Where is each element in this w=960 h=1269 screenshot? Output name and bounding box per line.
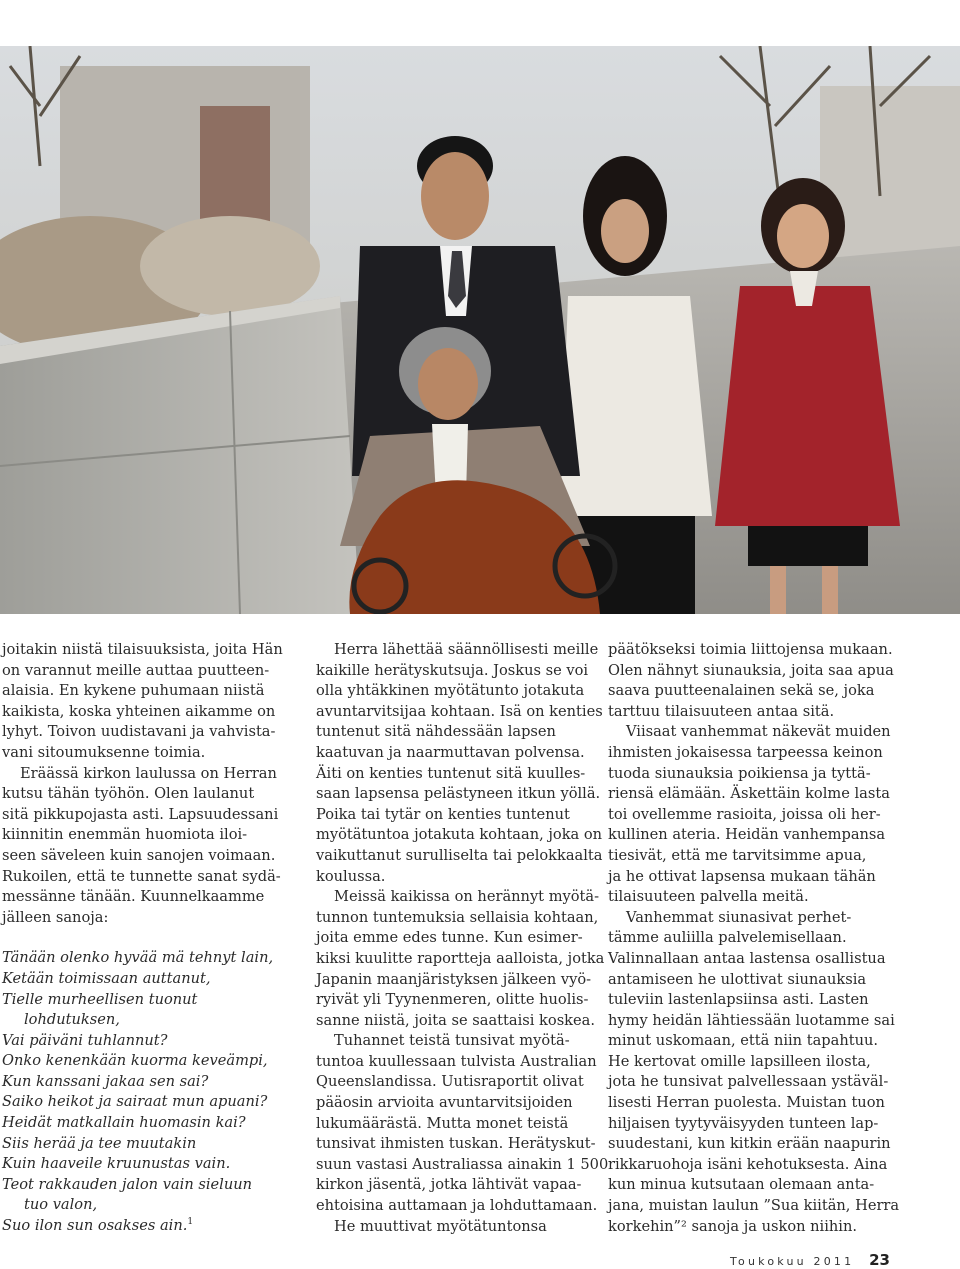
text-line: suudestani, kun kitkin erään naapurin	[608, 1135, 891, 1153]
hymn-quote	[2, 948, 292, 1236]
text-line: Viisaat vanhemmat näkevät muiden	[626, 723, 891, 741]
text-line: hiljaisen tyytyväisyyden tunteen lap-	[608, 1114, 879, 1132]
poem-line: Kuin haaveile kruunustas vain.	[2, 1155, 231, 1173]
text-line: avuntarvitsijaa kohtaan. Isä on kenties	[316, 702, 603, 720]
text-line: tilaisuuteen palvella meitä.	[608, 888, 809, 906]
text-line: joitakin niistä tilaisuuksista, joita Hän	[2, 641, 283, 658]
poem-line	[2, 1216, 292, 1237]
paragraph	[316, 640, 606, 887]
family-photo-icon	[0, 46, 960, 614]
text-line: kirkon jäsentä, jotka lähtivät vapaa-	[316, 1176, 582, 1194]
text-line: kiinnitin enemmän huomiota iloi-	[2, 826, 248, 844]
text-line: seen säveleen kuin sanojen voimaan.	[2, 846, 276, 864]
text-line: saan lapsensa pelästyneen itkun yöllä.	[316, 785, 601, 803]
text-line: messänne tänään. Kuunnelkaamme	[2, 888, 265, 906]
text-line: ehtoisina auttamaan ja lohduttamaan.	[316, 1197, 598, 1215]
text-line: lisesti Herran puolesta. Muistan tuon	[608, 1094, 885, 1112]
text-line: rikkaruohoja isäni kehotuksesta. Aina	[608, 1155, 888, 1173]
text-line: jälleen sanoja:	[2, 908, 109, 926]
text-line: ryivät yli Tyynenmeren, olitte huolis-	[316, 991, 589, 1009]
text-line: sanne niistä, joita se saattaisi koskea.	[316, 1011, 595, 1029]
text-line: kun minua kutsutaan olemaan anta-	[608, 1176, 875, 1194]
text-line: antamiseen he ulottivat siunauksia	[608, 970, 867, 988]
text-line: Queenslandissa. Uutisraportit olivat	[316, 1073, 584, 1091]
text-line: kullinen ateria. Heidän vanhempansa	[608, 826, 886, 844]
text-line: He kertovat omille lapsilleen ilosta,	[608, 1052, 871, 1070]
text-line: kaikille herätyskutsuja. Joskus se voi	[316, 661, 589, 679]
paragraph	[2, 764, 292, 929]
text-line: toi ovellemme rasioita, joissa oli her-	[608, 805, 881, 823]
text-line: He muuttivat myötätuntonsa	[334, 1217, 547, 1235]
page-footer	[730, 1253, 930, 1269]
text-line: Äiti on kenties tuntenut sitä kuulles-	[316, 764, 586, 782]
text-line: kiksi kuulitte raportteja aalloista, jotka	[316, 949, 605, 967]
family-photo	[0, 46, 960, 614]
text-line: tiesivät, että me tarvitsimme apua,	[608, 846, 867, 864]
page-number: 23	[869, 1251, 890, 1269]
text-column-1	[2, 640, 292, 1237]
text-line: kaatuvan ja naarmuttavan polvensa.	[316, 743, 585, 761]
text-line: Poika tai tytär on kenties tuntenut	[316, 805, 570, 823]
text-line: Rukoilen, että te tunnette sanat sydä-	[2, 867, 281, 885]
text-line: joita emme edes tunne. Kun esimer-	[316, 929, 583, 947]
text-line: koulussa.	[316, 867, 386, 885]
poem-line: Siis herää ja tee muutakin	[2, 1134, 197, 1152]
text-line: tuoda siunauksia poikiensa ja tyttä-	[608, 764, 871, 782]
text-line: saava puutteenalainen sekä se, joka	[608, 682, 875, 700]
text-line: jana, muistan laulun ”Sua kiitän, Herra	[608, 1197, 900, 1215]
text-line: tuntoa kuullessaan tulvista Australian	[316, 1052, 597, 1070]
text-line: myötätuntoa jotakuta kohtaan, joka on	[316, 826, 603, 844]
text-line: lukumäärästä. Mutta monet teistä	[316, 1114, 569, 1132]
text-line: vani sitoumuksenne toimia.	[2, 743, 206, 761]
text-line: minut uskomaan, että niin tapahtuu.	[608, 1032, 879, 1050]
paragraph	[316, 1217, 606, 1238]
text-line: Meissä kaikissa on herännyt myötä-	[334, 888, 600, 906]
text-line: olla yhtäkkinen myötätunto jotakuta	[316, 682, 585, 700]
text-line: tuleviin lastenlapsiinsa asti. Lasten	[608, 991, 869, 1009]
text-line: vaikuttanut surulliselta tai pelokkaalta	[316, 846, 603, 864]
poem-line: Saiko heikot ja sairaat mun apuani?	[2, 1093, 268, 1111]
text-line: Eräässä kirkon laulussa on Herran	[20, 764, 277, 782]
issue-date: Toukokuu 2011	[730, 1255, 855, 1268]
text-line: Herra lähettää säännöllisesti meille	[334, 641, 599, 658]
poem-line: Tänään olenko hyvää mä tehnyt lain,	[2, 949, 274, 967]
paragraph	[2, 640, 292, 764]
paragraph	[316, 1031, 609, 1216]
text-line: päätökseksi toimia liittojensa mukaan.	[608, 641, 893, 658]
text-line: Tuhannet teistä tunsivat myötä-	[334, 1032, 570, 1050]
paragraph	[316, 887, 606, 1031]
text-line: sitä pikkupojasta asti. Lapsuudessani	[2, 805, 279, 823]
poem-line: Tielle murheellisen tuonut	[2, 990, 198, 1008]
text-line: jota he tunsivat palvellessaan ystäväl-	[608, 1073, 889, 1091]
text-line: tunnon tuntemuksia sellaisia kohtaan,	[316, 908, 599, 926]
poem-line: Ketään toimissaan auttanut,	[2, 969, 211, 987]
text-line: Olen nähnyt siunauksia, joita saa apua	[608, 661, 894, 679]
paragraph	[608, 722, 898, 907]
text-line: kaikista, koska yhteinen aikamme on	[2, 702, 276, 720]
poem-last-text: Suo ilon sun osakses ain.	[2, 1217, 188, 1235]
text-line: Vanhemmat siunasivat perhet-	[626, 908, 852, 926]
poem-line: Teot rakkauden jalon vain sieluun	[2, 1175, 253, 1193]
text-line: pääosin arvioita avuntarvitsijoiden	[316, 1094, 573, 1112]
text-line: kutsu tähän työhön. Olen laulanut	[2, 785, 255, 803]
text-column-3	[608, 640, 898, 1237]
text-line: ihmisten jokaisessa tarpeessa keinon	[608, 743, 883, 761]
text-line: suun vastasi Australiassa ainakin 1 500	[316, 1155, 609, 1173]
text-column-2	[316, 640, 609, 1237]
text-line: hymy heidän lähtiessään luotamme sai	[608, 1011, 895, 1029]
poem-line: lohdutuksen,	[24, 1011, 120, 1029]
text-line: tunsivat ihmisten tuskan. Herätyskut-	[316, 1135, 596, 1153]
footnote-mark[interactable]: 1	[187, 1217, 194, 1228]
text-line: Japanin maanjäristyksen jälkeen vyö-	[316, 970, 592, 988]
paragraph	[608, 908, 898, 1238]
text-line: riensä elämään. Äskettäin kolme lasta	[608, 785, 890, 803]
text-line: korkehin”² sanoja ja uskon niihin.	[608, 1217, 857, 1235]
text-line: Valinnallaan antaa lastensa osallistua	[608, 949, 886, 967]
poem-line: Onko kenenkään kuorma keveämpi,	[2, 1052, 268, 1070]
text-line: tarttuu tilaisuuteen antaa sitä.	[608, 702, 835, 720]
text-line: ja he ottivat lapsensa mukaan tähän	[608, 867, 876, 885]
poem-line: Vai päiväni tuhlannut?	[2, 1031, 168, 1049]
text-line: tuntenut sitä nähdessään lapsen	[316, 723, 556, 741]
poem-line: tuo valon,	[24, 1196, 98, 1214]
text-line: lyhyt. Toivon uudistavani ja vahvista-	[2, 723, 276, 741]
paragraph	[608, 640, 898, 722]
poem-line: Heidät matkallain huomasin kai?	[2, 1114, 246, 1132]
text-line: tämme auliilla palvelemisellaan.	[608, 929, 847, 947]
text-line: on varannut meille auttaa puutteen-	[2, 661, 270, 679]
text-line: alaisia. En kykene puhumaan niistä	[2, 682, 265, 700]
poem-line: Kun kanssani jakaa sen sai?	[2, 1072, 209, 1090]
